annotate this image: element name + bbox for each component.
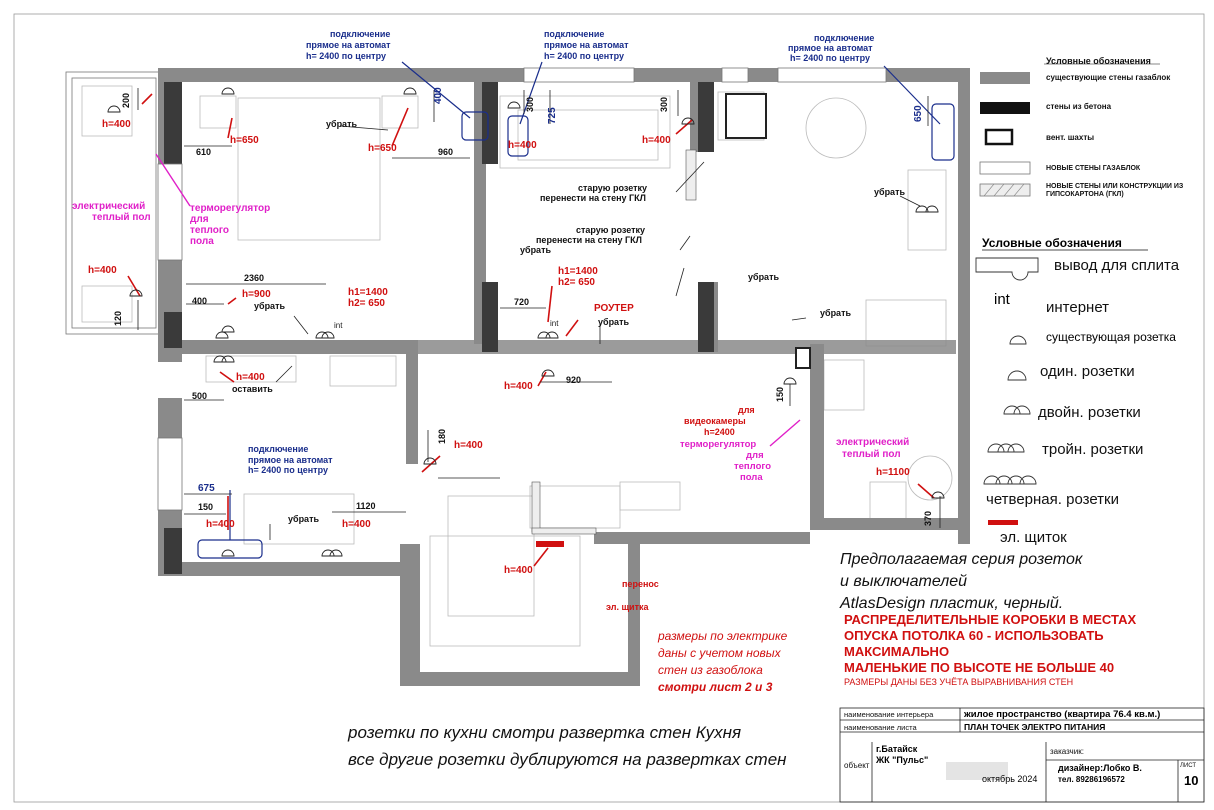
series-note: Предполагаемая серия розеток <box>840 551 1083 568</box>
old-socket-label: старую розетку <box>576 225 646 235</box>
dimension-label: 720 <box>514 297 530 307</box>
remove-label: убрать <box>520 245 552 255</box>
tb-interior-label: наименование интерьера <box>844 710 934 719</box>
thermostat-label: для <box>746 450 764 461</box>
dimension-label: 675 <box>198 483 215 494</box>
legend-item: интернет <box>1046 299 1110 316</box>
stove <box>908 170 946 250</box>
junction-box-note: МАКСИМАЛЬНО <box>844 644 950 659</box>
dimension-label: 920 <box>566 375 582 385</box>
dimension-label: 300 <box>659 96 669 112</box>
connection-label: подключение <box>248 444 309 454</box>
height-label: h=400 <box>642 135 671 146</box>
thermostat-label: для <box>190 214 209 225</box>
tb-customer-label: заказчик: <box>1050 747 1084 756</box>
height-label: h=400 <box>102 119 131 130</box>
router-label: РОУТЕР <box>594 303 634 314</box>
height-label: h=400 <box>236 372 265 383</box>
dimension-label: 400 <box>192 296 208 306</box>
connection-label: прямое на автомат <box>544 40 629 50</box>
tb-sheet-name-label: наименование листа <box>844 723 917 732</box>
height-label: h2= 650 <box>558 277 595 288</box>
others-note: все другие розетки дублируются на развертках стен <box>348 750 787 769</box>
height-label: h1=1400 <box>348 287 388 298</box>
electrical-panel <box>536 541 564 547</box>
height-label: h=400 <box>504 381 533 392</box>
dimension-label: 960 <box>438 147 454 157</box>
series-note: и выключателей <box>840 573 968 590</box>
height-label: h=400 <box>504 565 533 576</box>
height-label: h=1100 <box>876 467 910 478</box>
old-socket-label: старую розетку <box>578 183 648 193</box>
old-socket-label: перенести на стену ГКЛ <box>536 235 642 245</box>
connection-label: прямое на автомат <box>306 40 391 50</box>
sink-counter <box>866 300 946 346</box>
dimension-label: 500 <box>192 391 208 401</box>
heated-floor-label: теплый пол <box>92 212 151 223</box>
legend-title: Условные обозначения <box>982 236 1122 250</box>
connection-label: h= 2400 по центру <box>790 53 870 63</box>
height-label: h=400 <box>342 519 371 530</box>
connection-label: h= 2400 по центру <box>306 51 386 61</box>
legend-top-swatches <box>980 64 1160 196</box>
camera-label: видеокамеры <box>684 416 746 426</box>
dimension-label: 370 <box>923 510 933 526</box>
connection-label: прямое на автомат <box>788 43 873 53</box>
dimension-label: 300 <box>525 96 535 112</box>
height-label: h=900 <box>242 289 271 300</box>
dimension-label: 650 <box>913 105 924 122</box>
dimension-label: 180 <box>437 428 447 444</box>
junction-box-note: МАЛЕНЬКИЕ ПО ВЫСОТЕ НЕ БОЛЬШЕ 40 <box>844 660 1115 675</box>
dimension-label: 200 <box>121 92 131 108</box>
tb-designer: дизайнер:Лобко В. <box>1058 763 1142 773</box>
thermostat-label: терморегулятор <box>680 439 757 450</box>
nightstand-right <box>382 96 418 128</box>
remove-label: убрать <box>288 514 320 524</box>
dimension-label: 150 <box>198 502 214 512</box>
legend-item: один. розетки <box>1040 363 1135 380</box>
split-units <box>198 104 954 558</box>
remove-label: убрать <box>254 301 286 311</box>
remove-label: убрать <box>874 187 906 197</box>
dimension-label: 725 <box>547 107 558 124</box>
internet-label: int <box>334 321 343 330</box>
dimension-label: 2360 <box>244 273 265 283</box>
rug <box>430 536 580 646</box>
thermostat-label: пола <box>740 472 763 483</box>
thermostat-label: пола <box>190 236 214 247</box>
legend-item: двойн. розетки <box>1038 404 1141 421</box>
thermostat-label: теплого <box>190 225 229 236</box>
junction-box-note: РАСПРЕДЕЛИТЕЛЬНЫЕ КОРОБКИ В МЕСТАХ <box>844 612 1137 627</box>
legend-item: существующая розетка <box>1046 330 1176 344</box>
height-label: h=650 <box>368 143 397 154</box>
tb-sheet-label: ЛИСТ <box>1180 763 1197 769</box>
connection-label: подключение <box>330 29 391 39</box>
bed <box>238 98 380 240</box>
height-label: h=400 <box>88 265 117 276</box>
tb-sheet-number: 10 <box>1184 773 1199 788</box>
old-socket-label: перенести на стену ГКЛ <box>540 193 646 203</box>
legend-item: стены из бетона <box>1046 102 1112 111</box>
dimension-label: 150 <box>775 386 785 402</box>
heated-floor-label: электрический <box>72 201 146 212</box>
electric-sizes-note: смотри лист 2 и 3 <box>658 680 773 694</box>
legend-title: Условные обозначения <box>1046 56 1151 66</box>
connection-label: h= 2400 по центру <box>248 465 328 475</box>
series-note: AtlasDesign пластик, черный. <box>840 595 1064 612</box>
height-label: h1=1400 <box>558 266 598 277</box>
camera-label: для <box>738 405 755 415</box>
connection-label: h= 2400 по центру <box>544 51 624 61</box>
tb-interior-value: жилое пространство (квартира 76.4 кв.м.) <box>964 709 1161 720</box>
dimension-label: 120 <box>113 310 123 326</box>
junction-box-note: ОПУСКА ПОТОЛКА 60 - ИСПОЛЬЗОВАТЬ <box>844 628 1104 643</box>
legend-item: НОВЫЕ СТЕНЫ ГАЗАБЛОК <box>1046 165 1141 172</box>
height-label: h2= 650 <box>348 298 385 309</box>
legend-item: вент. шахты <box>1046 133 1095 142</box>
dimension-label: 400 <box>433 87 444 104</box>
dining-table <box>806 98 866 158</box>
tb-sheet-name-value: ПЛАН ТОЧЕК ЭЛЕКТРО ПИТАНИЯ <box>964 722 1106 732</box>
heated-floor-label: электрический <box>836 437 910 448</box>
thermostat-label: терморегулятор <box>190 203 271 214</box>
legend-item: эл. щиток <box>1000 529 1067 546</box>
remove-label: убрать <box>598 317 630 327</box>
tb-date: октябрь 2024 <box>982 774 1038 784</box>
heated-floor-label: теплый пол <box>842 449 901 460</box>
kitchen-note: розетки по кухни смотри развертка стен Кухня <box>348 723 742 742</box>
tb-object-city: г.Батайск <box>876 744 918 754</box>
electric-sizes-note: стен из газоблока <box>658 663 763 677</box>
blue-leaders <box>230 62 940 540</box>
remove-label: убрать <box>820 308 852 318</box>
tb-phone: тел. 89286196572 <box>1058 775 1125 784</box>
height-label: h=400 <box>454 440 483 451</box>
panel-move-label: эл. щитка <box>606 602 649 612</box>
bath-sink <box>908 456 952 500</box>
legend-int-symbol: int <box>994 291 1010 308</box>
height-label: h=400 <box>508 140 537 151</box>
dimension-label: 610 <box>196 147 212 157</box>
legend-item: четверная. розетки <box>986 491 1119 508</box>
connection-label: подключение <box>544 29 605 39</box>
electric-sizes-note: размеры по электрике <box>658 629 788 643</box>
height-label: h=2400 <box>704 427 735 437</box>
legend-item: существующие стены газаблок <box>1046 73 1171 82</box>
toilet <box>824 360 864 410</box>
height-label: h=650 <box>230 135 259 146</box>
wardrobe <box>448 496 534 616</box>
walls-gasblock <box>158 68 970 686</box>
legend-item: вывод для сплита <box>1054 257 1180 274</box>
legend-item: НОВЫЕ СТЕНЫ ИЛИ КОНСТРУКЦИИ ИЗ ГИПСОКАРТОНА (ГКЛ) <box>1046 183 1184 199</box>
connection-label: подключение <box>814 33 875 43</box>
panel-move-label: перенос <box>622 579 659 589</box>
remove-label: убрать <box>748 272 780 282</box>
kitchen-island <box>530 486 620 528</box>
tb-object-label: объект <box>844 761 870 770</box>
dimension-label: 1120 <box>356 501 376 511</box>
tb-object-complex: ЖК "Пульс" <box>876 755 929 765</box>
legend-item: тройн. розетки <box>1042 441 1144 458</box>
remove-label: убрать <box>326 119 358 129</box>
vent-shaft <box>726 94 810 368</box>
leave-label: оставить <box>232 384 273 394</box>
legend-panel-swatch <box>988 520 1018 525</box>
alignment-note: РАЗМЕРЫ ДАНЫ БЕЗ УЧЁТА ВЫРАВНИВАНИЯ СТЕН <box>844 677 1074 687</box>
thermostat-label: теплого <box>734 461 772 472</box>
internet-label: int <box>550 319 559 328</box>
height-label: h=400 <box>206 519 235 530</box>
connection-label: прямое на автомат <box>248 455 333 465</box>
socket-1 <box>108 106 120 112</box>
electric-sizes-note: даны с учетом новых <box>658 646 781 660</box>
